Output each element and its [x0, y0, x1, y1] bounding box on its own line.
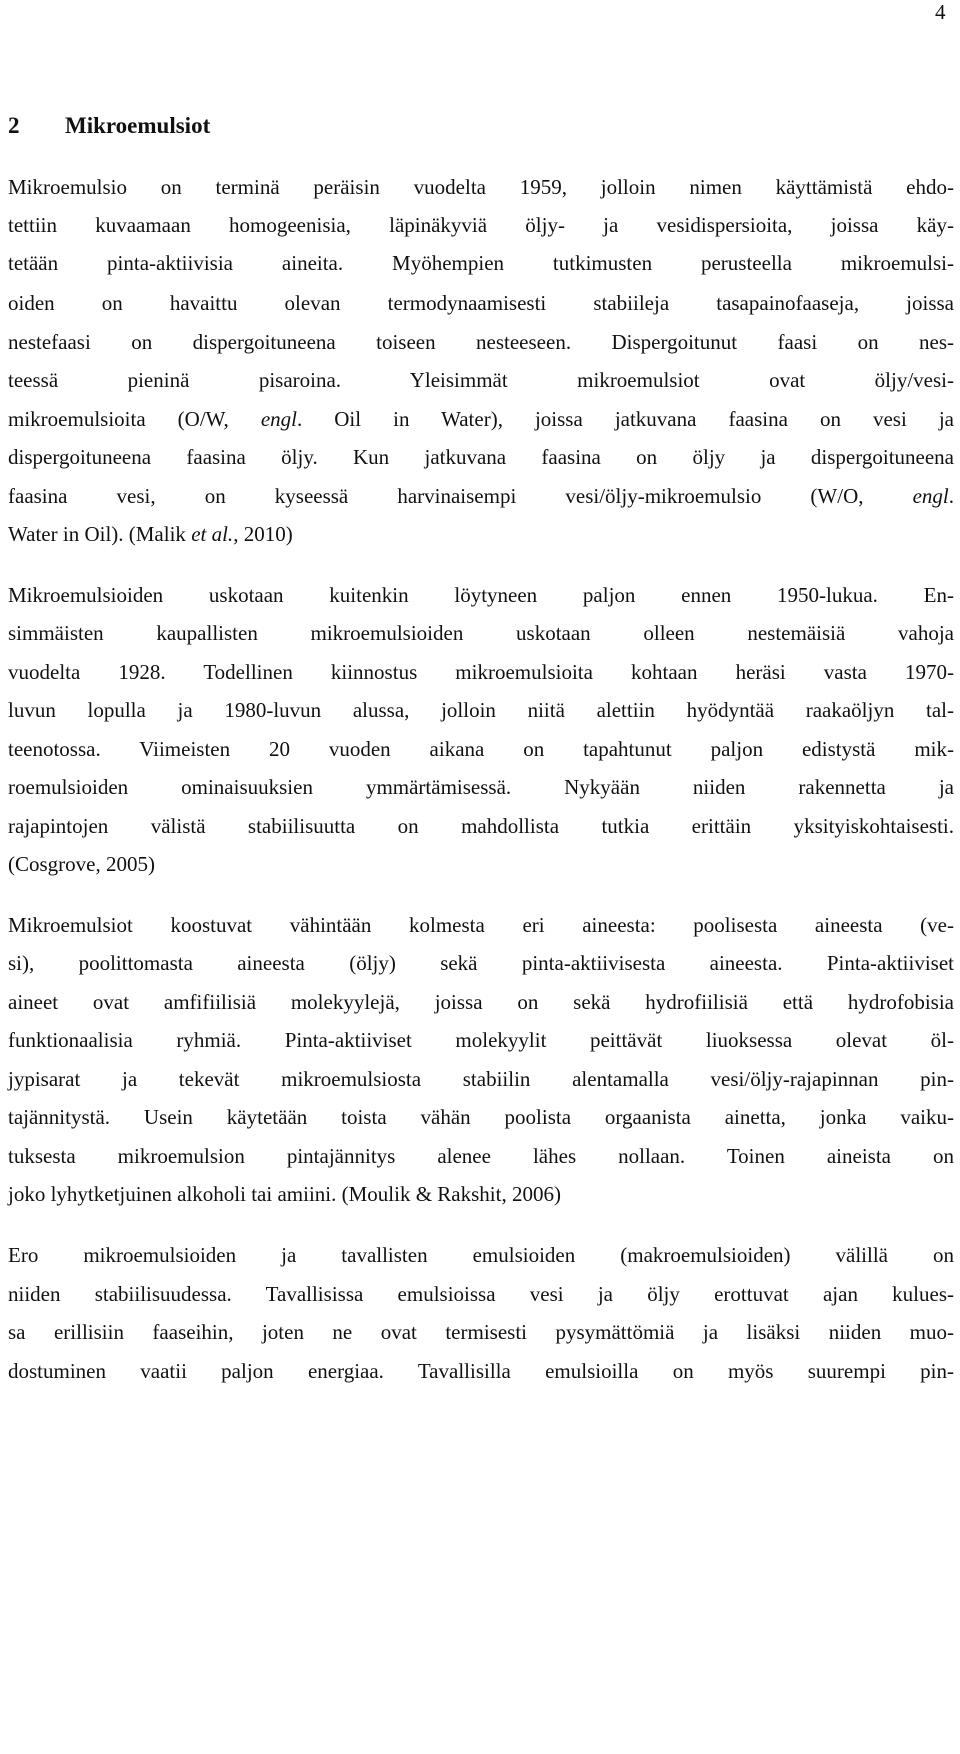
- text-line: (Cosgrove, 2005): [8, 852, 155, 876]
- text-line: tettiin kuvaamaan homogeenisia, läpinäkyviä öljy- ja vesidispersioita, joissa käy-: [8, 213, 954, 237]
- section-number: 2: [8, 113, 20, 138]
- text-line: joko lyhytketjuinen alkoholi tai amiini. (Moulik & Rakshit, 2006): [8, 1182, 561, 1206]
- text-line: dostuminen vaatii paljon energiaa. Tavallisilla emulsioilla on myös suurempi pin-: [8, 1359, 954, 1383]
- text-line: vuodelta 1928. Todellinen kiinnostus mikroemulsioita kohtaan heräsi vasta 1970-: [8, 660, 954, 684]
- section-heading: [8, 111, 210, 141]
- text-line: mikroemulsioita (O/W, engl. Oil in Water), joissa jatkuvana faasina on vesi ja: [8, 407, 954, 431]
- text-line: funktionaalisia ryhmiä. Pinta-aktiiviset molekyylit peittävät liuoksessa olevat öl-: [8, 1028, 954, 1052]
- text-line: tetään pinta-aktiivisia aineita. Myöhempien tutkimusten perusteella mikroemulsi-: [8, 251, 954, 275]
- section-title: Mikroemulsiot: [65, 113, 211, 138]
- text-line: aineet ovat amfifiilisiä molekyylejä, joissa on sekä hydrofiilisiä että hydrofobisia: [8, 990, 954, 1014]
- text-line: oiden on havaittu olevan termodynaamisesti stabiileja tasapainofaaseja, joissa: [8, 291, 954, 315]
- text-line: Mikroemulsioiden uskotaan kuitenkin löytyneen paljon ennen 1950-lukua. En-: [8, 583, 954, 607]
- text-line: nestefaasi on dispergoituneena toiseen nesteeseen. Dispergoitunut faasi on nes-: [8, 330, 954, 354]
- italic-term: engl: [260, 407, 297, 431]
- page-number: 4: [935, 0, 946, 24]
- italic-term: et al.: [191, 522, 234, 546]
- text-line: jypisarat ja tekevät mikroemulsiosta stabiilin alentamalla vesi/öljy-rajapinnan pin-: [8, 1067, 954, 1091]
- text-line: roemulsioiden ominaisuuksien ymmärtämisessä. Nykyään niiden rakennetta ja: [8, 775, 954, 799]
- text-line: Mikroemulsiot koostuvat vähintään kolmesta eri aineesta: poolisesta aineesta (ve-: [8, 913, 954, 937]
- text-line: tajännitystä. Usein käytetään toista vähän poolista orgaanista ainetta, jonka vaiku-: [8, 1105, 954, 1129]
- italic-term: engl: [912, 484, 949, 508]
- text-line: Ero mikroemulsioiden ja tavallisten emulsioiden (makroemulsioiden) välillä on: [8, 1243, 954, 1267]
- text-line: luvun lopulla ja 1980-luvun alussa, jolloin niitä alettiin hyödyntää raakaöljyn tal-: [8, 698, 954, 722]
- text-line: Water in Oil). (Malik et al., 2010): [8, 522, 293, 546]
- text-line: rajapintojen välistä stabiilisuutta on mahdollista tutkia erittäin yksityiskohtaisesti.: [8, 814, 954, 838]
- text-line: simmäisten kaupallisten mikroemulsioiden uskotaan olleen nestemäisiä vahoja: [8, 621, 954, 645]
- text-line: Mikroemulsio on terminä peräisin vuodelta 1959, jolloin nimen käyttämistä ehdo-: [8, 175, 954, 199]
- text-line: si), poolittomasta aineesta (öljy) sekä pinta-aktiivisesta aineesta. Pinta-aktiiviset: [8, 951, 954, 975]
- text-line: dispergoituneena faasina öljy. Kun jatkuvana faasina on öljy ja dispergoituneena: [8, 445, 954, 469]
- text-line: tuksesta mikroemulsion pintajännitys alenee lähes nollaan. Toinen aineista on: [8, 1144, 954, 1168]
- text-line: sa erillisiin faaseihin, joten ne ovat termisesti pysymättömiä ja lisäksi niiden muo-: [8, 1320, 954, 1344]
- text-line: niiden stabiilisuudessa. Tavallisissa emulsioissa vesi ja öljy erottuvat ajan kulues-: [8, 1282, 954, 1306]
- text-line: teenotossa. Viimeisten 20 vuoden aikana on tapahtunut paljon edistystä mik-: [8, 737, 954, 761]
- text-line: faasina vesi, on kyseessä harvinaisempi vesi/öljy-mikroemulsio (W/O, engl.: [8, 484, 954, 508]
- text-line: teessä pieninä pisaroina. Yleisimmät mikroemulsiot ovat öljy/vesi-: [8, 368, 954, 392]
